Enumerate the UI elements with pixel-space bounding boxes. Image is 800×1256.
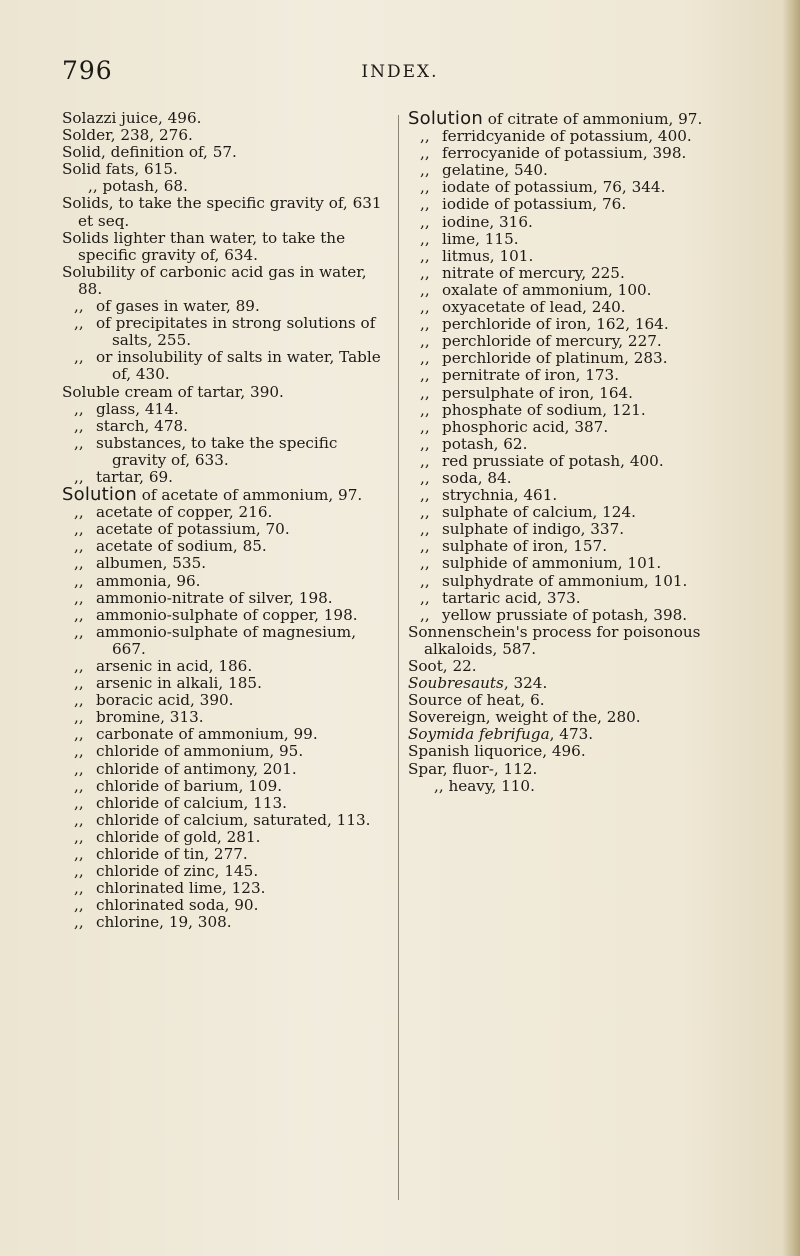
ditto-mark: ,, (74, 674, 84, 693)
index-entry (62, 863, 384, 880)
entry-text: chloride of calcium, saturated, 113. (96, 810, 371, 829)
ditto-mark: ,, (74, 657, 84, 675)
ditto-mark: ,, (420, 178, 430, 197)
entry-text: potash, 68. (102, 177, 188, 196)
entry-text: of precipitates in strong solutions of salts, 255. (96, 314, 376, 350)
right-column (408, 110, 738, 795)
entry-text: Source of heat, 6. (408, 691, 545, 710)
entry-text: strychnia, 461. (442, 486, 558, 505)
index-entry (408, 573, 738, 590)
index-entry (408, 110, 738, 128)
index-entry (62, 743, 384, 760)
entry-text: sulphate of calcium, 124. (442, 503, 636, 522)
index-entry (408, 692, 738, 709)
ditto-mark: ,, (74, 691, 84, 710)
left-column (62, 110, 384, 932)
ditto-mark: ,, (420, 571, 430, 590)
ditto-mark: ,, (420, 366, 430, 385)
index-entry (408, 504, 738, 521)
ditto-mark: ,, (420, 400, 430, 419)
ditto-mark: ,, (74, 554, 84, 573)
entry-text: yellow prussiate of potash, 398. (442, 605, 688, 624)
ditto-mark: ,, (74, 348, 84, 367)
ditto-mark: ,, (74, 913, 84, 932)
index-entry (62, 504, 384, 521)
index-entry (62, 349, 384, 383)
ditto-mark: ,, (420, 144, 430, 163)
ditto-mark: ,, (74, 879, 84, 898)
index-entry (62, 795, 384, 812)
entry-text: arsenic in alkali, 185. (96, 674, 262, 693)
index-entry (62, 401, 384, 418)
entry-text: acetate of potassium, 70. (96, 520, 290, 539)
entry-text: chloride of tin, 277. (96, 845, 248, 864)
ditto-mark: ,, (420, 246, 430, 265)
entry-text: acetate of sodium, 85. (96, 537, 267, 556)
index-entry (408, 607, 738, 624)
entry-text: Solazzi juice, 496. (62, 109, 202, 127)
ditto-mark: ,, (74, 896, 84, 915)
index-entry (408, 128, 738, 145)
ditto-mark: ,, (74, 605, 84, 624)
entry-text: Solid fats, 615. (62, 160, 178, 179)
index-entry (62, 607, 384, 624)
entry-text: sulphide of ammonium, 101. (442, 554, 662, 573)
index-entry (408, 778, 738, 795)
entry-text: chlorinated lime, 123. (96, 879, 266, 898)
ditto-mark: ,, (420, 383, 430, 402)
index-entry (408, 179, 738, 196)
index-entry (408, 282, 738, 299)
entry-text: Spanish liquorice, 496. (408, 742, 586, 761)
entry-text: litmus, 101. (442, 246, 534, 265)
entry-text: perchloride of iron, 162, 164. (442, 315, 669, 334)
entry-text: boracic acid, 390. (96, 691, 234, 710)
index-entry (62, 435, 384, 469)
entry-headword: Soubresauts (408, 674, 504, 693)
ditto-mark: ,, (74, 416, 84, 435)
entry-headword: Solution (62, 484, 137, 506)
index-entry (62, 555, 384, 572)
entry-text: Sovereign, weight of the, 280. (408, 708, 641, 727)
ditto-mark: ,, (74, 708, 84, 727)
ditto-mark: ,, (420, 263, 430, 282)
index-entry (408, 265, 738, 282)
ditto-mark: ,, (420, 605, 430, 624)
entry-text: starch, 478. (96, 416, 188, 435)
index-entry (408, 402, 738, 419)
index-entry (62, 315, 384, 349)
entry-text: Sonnenschein's process for poisonous alkaloids, 587. (408, 622, 701, 658)
ditto-mark: ,, (74, 520, 84, 539)
index-entry (408, 299, 738, 316)
index-entry (408, 350, 738, 367)
index-entry (408, 590, 738, 607)
entry-text: of gases in water, 89. (96, 297, 260, 316)
entry-text: iodine, 316. (442, 212, 533, 231)
page-number: 796 (62, 56, 113, 85)
index-entry (62, 144, 384, 161)
entry-text: red prussiate of potash, 400. (442, 451, 664, 470)
ditto-mark: ,, (74, 862, 84, 881)
ditto-mark: ,, (420, 280, 430, 299)
ditto-mark: ,, (74, 537, 84, 556)
entry-text: phosphoric acid, 387. (442, 417, 609, 436)
index-entry (62, 778, 384, 795)
entry-text: chloride of zinc, 145. (96, 862, 259, 881)
index-entry (62, 897, 384, 914)
ditto-mark: ,, (74, 571, 84, 590)
ditto-mark: ,, (420, 229, 430, 248)
ditto-mark: ,, (74, 399, 84, 418)
ditto-mark: ,, (74, 827, 84, 846)
entry-text: or insolubility of salts in water, Table of, 430. (96, 348, 381, 384)
entry-text: chlorinated soda, 90. (96, 896, 259, 915)
entry-text: of acetate of ammonium, 97. (136, 486, 363, 505)
entry-text: ammonio-sulphate of copper, 198. (96, 605, 358, 624)
index-entry (62, 761, 384, 778)
index-entry (62, 486, 384, 504)
entry-text: soda, 84. (442, 468, 512, 487)
entry-text: chloride of antimony, 201. (96, 759, 297, 778)
index-entry (408, 538, 738, 555)
ditto-mark: ,, (420, 417, 430, 436)
index-entry (62, 692, 384, 709)
ditto-mark: ,, (420, 554, 430, 573)
index-entry (62, 846, 384, 863)
ditto-mark: ,, (74, 845, 84, 864)
entry-text: ferridcyanide of potassium, 400. (442, 127, 692, 146)
ditto-mark: ,, (74, 433, 84, 452)
entry-text: sulphate of indigo, 337. (442, 520, 625, 539)
index-entry (62, 521, 384, 538)
ditto-mark: ,, (420, 520, 430, 539)
index-entry (62, 709, 384, 726)
entry-text: nitrate of mercury, 225. (442, 263, 625, 282)
ditto-mark: ,, (420, 503, 430, 522)
entry-text: Solid, definition of, 57. (62, 143, 237, 162)
ditto-mark: ,, (74, 810, 84, 829)
index-entry (62, 590, 384, 607)
column-divider (398, 115, 399, 1200)
ditto-mark: ,, (420, 486, 430, 505)
index-entry (408, 743, 738, 760)
ditto-mark: ,, (420, 588, 430, 607)
index-entry (62, 384, 384, 401)
entry-text: heavy, 110. (448, 776, 535, 795)
index-entry (62, 829, 384, 846)
index-entry (408, 675, 738, 692)
index-entry (408, 145, 738, 162)
ditto-mark: ,, (420, 298, 430, 317)
index-entry (408, 487, 738, 504)
ditto-mark: ,, (420, 212, 430, 231)
entry-text: Solder, 238, 276. (62, 126, 193, 145)
running-head: INDEX. (361, 62, 439, 82)
entry-text: persulphate of iron, 164. (442, 383, 633, 402)
index-entry (62, 161, 384, 178)
ditto-mark: ,, (88, 177, 103, 196)
ditto-mark: ,, (434, 776, 449, 795)
index-entry (408, 316, 738, 333)
index-entry (62, 726, 384, 743)
index-entry (408, 624, 738, 658)
entry-text: sulphate of iron, 157. (442, 537, 608, 556)
index-entry (408, 231, 738, 248)
index-entry (408, 162, 738, 179)
index-entry (408, 453, 738, 470)
entry-text: chloride of barium, 109. (96, 776, 283, 795)
entry-text: , 473. (549, 725, 594, 744)
entry-headword: Solution (408, 108, 483, 129)
entry-text: chloride of gold, 281. (96, 827, 261, 846)
entry-text: gelatine, 540. (442, 161, 548, 180)
entry-text: Solubility of carbonic acid gas in water, 88. (62, 262, 367, 298)
index-entry (62, 624, 384, 658)
entry-text: , 324. (503, 674, 548, 693)
ditto-mark: ,, (74, 759, 84, 778)
ditto-mark: ,, (420, 537, 430, 556)
index-entry (62, 418, 384, 435)
index-entry (62, 298, 384, 315)
index-entry (62, 264, 384, 298)
entry-text: iodate of potassium, 76, 344. (442, 178, 666, 197)
entry-text: iodide of potassium, 76. (442, 195, 627, 214)
index-entry (62, 812, 384, 829)
entry-text: ferrocyanide of potassium, 398. (442, 144, 687, 163)
entry-headword: Soymida febrifuga (408, 725, 550, 744)
entry-text: carbonate of ammonium, 99. (96, 725, 318, 744)
index-entry (408, 333, 738, 350)
ditto-mark: ,, (74, 776, 84, 795)
ditto-mark: ,, (74, 725, 84, 744)
index-entry (408, 214, 738, 231)
entry-text: chloride of calcium, 113. (96, 793, 287, 812)
ditto-mark: ,, (420, 434, 430, 453)
entry-text: Spar, fluor-, 112. (408, 759, 538, 778)
index-entry (408, 470, 738, 487)
ditto-mark: ,, (420, 349, 430, 368)
index-entry (408, 555, 738, 572)
entry-text: substances, to take the specific gravity of, 633. (96, 433, 338, 469)
page-edge-shadow (782, 0, 800, 1256)
entry-text: glass, 414. (96, 399, 179, 418)
index-entry (408, 436, 738, 453)
index-entry (62, 658, 384, 675)
ditto-mark: ,, (420, 468, 430, 487)
index-entry (408, 658, 738, 675)
entry-text: tartaric acid, 373. (442, 588, 581, 607)
ditto-mark: ,, (74, 503, 84, 522)
entry-text: perchloride of platinum, 283. (442, 349, 668, 368)
entry-text: chloride of ammonium, 95. (96, 742, 304, 761)
entry-text: perchloride of mercury, 227. (442, 332, 662, 351)
ditto-mark: ,, (420, 451, 430, 470)
index-entry (62, 538, 384, 555)
index-entry (408, 709, 738, 726)
entry-text: Soot, 22. (408, 657, 477, 675)
ditto-mark: ,, (420, 161, 430, 180)
entry-text: albumen, 535. (96, 554, 207, 573)
ditto-mark: ,, (74, 588, 84, 607)
ditto-mark: ,, (74, 622, 84, 641)
index-entry (408, 419, 738, 436)
entry-text: phosphate of sodium, 121. (442, 400, 646, 419)
entry-text: arsenic in acid, 186. (96, 657, 253, 675)
ditto-mark: ,, (74, 467, 84, 486)
entry-text: oxyacetate of lead, 240. (442, 298, 626, 317)
entry-text: of citrate of ammonium, 97. (482, 110, 703, 128)
entry-text: ammonio-nitrate of silver, 198. (96, 588, 333, 607)
entry-text: oxalate of ammonium, 100. (442, 280, 652, 299)
index-entry (62, 573, 384, 590)
ditto-mark: ,, (420, 332, 430, 351)
entry-text: Solids, to take the specific gravity of, 631 et seq. (62, 194, 382, 230)
ditto-mark: ,, (74, 297, 84, 316)
index-entry (62, 880, 384, 897)
entry-text: acetate of copper, 216. (96, 503, 273, 522)
ditto-mark: ,, (74, 793, 84, 812)
ditto-mark: ,, (420, 195, 430, 214)
index-entry (62, 110, 384, 127)
index-entry (62, 127, 384, 144)
index-entry (408, 726, 738, 743)
index-entry (408, 248, 738, 265)
index-entry (62, 230, 384, 264)
index-entry (62, 914, 384, 931)
ditto-mark: ,, (420, 127, 430, 146)
entry-text: lime, 115. (442, 229, 519, 248)
index-entry (408, 367, 738, 384)
index-entry (408, 196, 738, 213)
entry-text: Soluble cream of tartar, 390. (62, 382, 284, 401)
index-entry (408, 385, 738, 402)
page-header (0, 56, 800, 86)
entry-text: tartar, 69. (96, 467, 173, 486)
ditto-mark: ,, (74, 742, 84, 761)
entry-text: potash, 62. (442, 434, 528, 453)
entry-text: sulphydrate of ammonium, 101. (442, 571, 688, 590)
index-entry (62, 178, 384, 195)
ditto-mark: ,, (420, 315, 430, 334)
entry-text: ammonia, 96. (96, 571, 201, 590)
entry-text: bromine, 313. (96, 708, 204, 727)
entry-text: pernitrate of iron, 173. (442, 366, 620, 385)
entry-text: ammonio-sulphate of magnesium, 667. (96, 622, 357, 658)
entry-text: Solids lighter than water, to take the specific gravity of, 634. (62, 228, 346, 264)
entry-text: chlorine, 19, 308. (96, 913, 232, 932)
index-entry (408, 521, 738, 538)
ditto-mark: ,, (74, 314, 84, 333)
index-entry (62, 675, 384, 692)
index-entry (62, 195, 384, 229)
index-entry (408, 761, 738, 778)
